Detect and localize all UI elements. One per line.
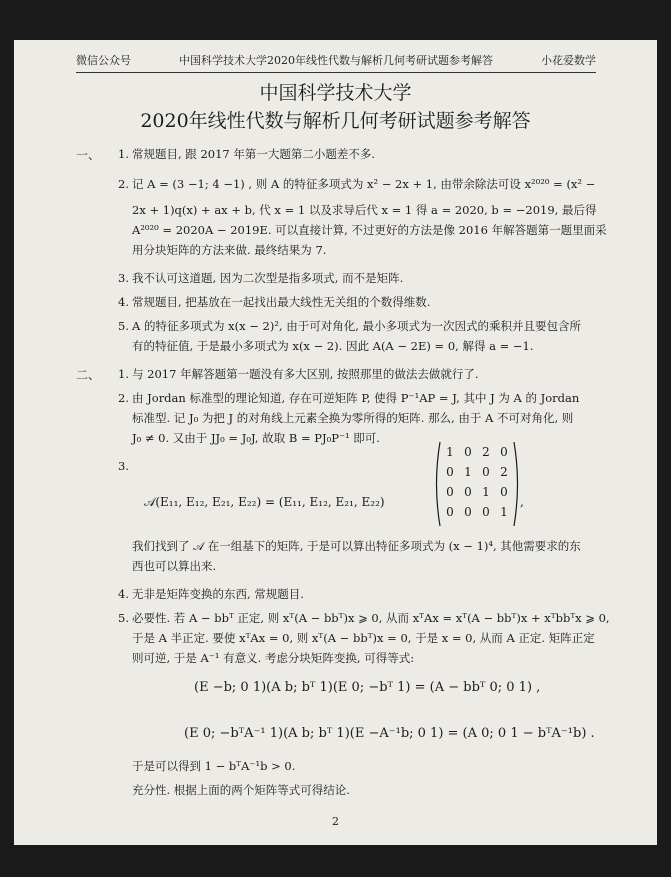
s2-item-4-num: 4. (118, 587, 129, 601)
s1-item-2-line-2: 2x + 1)q(x) + ax + b, 代 x = 1 以及求导后代 x = 1 得 a = 2020, b = −2019, 最后得 (132, 203, 597, 217)
s2-item-3-equation: 𝒜(E₁₁, E₁₂, E₂₁, E₂₂) = (E₁₁, E₁₂, E₂₁, E₂₂) (144, 495, 385, 509)
s1-item-2-line-3: A²⁰²⁰ = 2020A − 2019E. 可以直接计算, 不过更好的方法是像 2016 年解答题第一题里面采 (132, 223, 607, 237)
s2-item-3-text-1: 我们找到了 𝒜 在一组基下的矩阵, 于是可以算出特征多项式为 (x − 1)⁴, 其他需要求的东 (132, 539, 581, 553)
header-left: 微信公众号 (76, 54, 131, 67)
s1-item-4-line-1: 常规题目, 把基放在一起找出最大线性无关组的个数得维数. (132, 295, 431, 309)
s2-item-1-num: 1. (118, 367, 129, 381)
s2-item-2-num: 2. (118, 391, 129, 405)
s1-item-2-line-1: 记 A = (3 −1; 4 −1) , 则 A 的特征多项式为 x² − 2x + 1, 由带余除法可设 x²⁰²⁰ = (x² − (132, 177, 596, 191)
page-number: 2 (332, 815, 339, 828)
s1-item-5-line-2: 有的特征值, 于是最小多项式为 x(x − 2). 因此 A(A − 2E) = 0, 解得 a = −1. (132, 339, 534, 353)
s2-item-5-num: 5. (118, 611, 129, 625)
s2-item-5-line-2: 于是 A 半正定. 要使 xᵀAx = 0, 则 xᵀ(A − bbᵀ)x = 0, 于是 x = 0, 从而 A 正定. 矩阵正定 (132, 631, 595, 645)
block-equation-1: (E −b; 0 1)(A b; bᵀ 1)(E 0; −bᵀ 1) = (A − bbᵀ 0; 0 1) , (194, 680, 541, 695)
s2-item-3-num: 3. (118, 459, 129, 473)
s1-item-4-num: 4. (118, 295, 129, 309)
s1-item-2-line-4: 用分块矩阵的方法来做. 最终结果为 7. (132, 243, 327, 257)
block-equation-2: (E 0; −bᵀA⁻¹ 1)(A b; bᵀ 1)(E −A⁻¹b; 0 1) = (A 0; 0 1 − bᵀA⁻¹b) . (184, 726, 595, 741)
title-line-1: 中国科学技术大学 (259, 82, 412, 104)
matrix-entry: 0 (500, 445, 508, 459)
matrix-entry: 1 (500, 505, 508, 519)
matrix-entry: 0 (464, 445, 472, 459)
document-page (14, 40, 657, 845)
section-1-label: 一、 (76, 148, 101, 162)
section-2-label: 二、 (76, 368, 101, 382)
matrix-entry: 1 (482, 485, 490, 499)
s1-item-3-line-1: 我不认可这道题, 因为二次型是指多项式, 而不是矩阵. (132, 271, 404, 285)
s1-item-2-num: 2. (118, 177, 129, 191)
s1-item-5-num: 5. (118, 319, 129, 333)
s1-item-3-num: 3. (118, 271, 129, 285)
matrix-entry: 2 (500, 465, 508, 479)
matrix-entry: 0 (500, 485, 508, 499)
s1-item-1-line-1: 常规题目, 跟 2017 年第一大题第二小题差不多. (132, 147, 376, 161)
s2-item-2-line-1: 由 Jordan 标准型的理论知道, 存在可逆矩阵 P, 使得 P⁻¹AP = J, 其中 J 为 A 的 Jordan (132, 391, 580, 405)
matrix-comma: , (520, 495, 524, 509)
matrix-entry: 0 (482, 505, 490, 519)
conclusion-2: 充分性. 根据上面的两个矩阵等式可得结论. (132, 783, 350, 797)
matrix-entry: 0 (464, 485, 472, 499)
matrix-entry: 0 (446, 465, 454, 479)
s2-item-3-matrix (432, 440, 522, 528)
matrix-entry: 0 (464, 505, 472, 519)
matrix-entry: 0 (446, 485, 454, 499)
matrix-entry: 0 (482, 465, 490, 479)
s2-item-2-line-2: 标准型. 记 J₀ 为把 J 的对角线上元素全换为零所得的矩阵. 那么, 由于 A 不可对角化, 则 (132, 411, 574, 425)
s2-item-4-line: 无非是矩阵变换的东西, 常规题目. (132, 587, 304, 601)
s1-item-1-num: 1. (118, 147, 129, 161)
header-right: 小花爱数学 (541, 54, 596, 67)
conclusion-1: 于是可以得到 1 − bᵀA⁻¹b > 0. (132, 759, 296, 773)
title-line-2: 2020年线性代数与解析几何考研试题参考解答 (140, 110, 531, 132)
matrix-entry: 1 (446, 445, 454, 459)
matrix-entry: 1 (464, 465, 472, 479)
s1-item-5-line-1: A 的特征多项式为 x(x − 2)², 由于可对角化, 最小多项式为一次因式的乘积并且要包含所 (132, 319, 582, 333)
s2-item-5-line-3: 则可逆, 于是 A⁻¹ 有意义. 考虑分块矩阵变换, 可得等式: (132, 651, 415, 665)
s2-item-2-line-3: J₀ ≠ 0. 又由于 JJ₀ = J₀J, 故取 B = PJ₀P⁻¹ 即可. (132, 431, 380, 445)
s2-item-1-line: 与 2017 年解答题第一题没有多大区别, 按照那里的做法去做就行了. (132, 367, 479, 381)
running-header (76, 52, 596, 73)
matrix-entry: 0 (446, 505, 454, 519)
s2-item-3-text-2: 西也可以算出来. (132, 559, 217, 573)
header-center: 中国科学技术大学2020年线性代数与解析几何考研试题参考解答 (179, 54, 493, 67)
matrix-entry: 2 (482, 445, 490, 459)
s2-item-5-line-1: 必要性. 若 A − bbᵀ 正定, 则 xᵀ(A − bbᵀ)x ⩾ 0, 从而 xᵀAx = xᵀ(A − bbᵀ)x + xᵀbbᵀx ⩾ 0, (132, 611, 610, 625)
